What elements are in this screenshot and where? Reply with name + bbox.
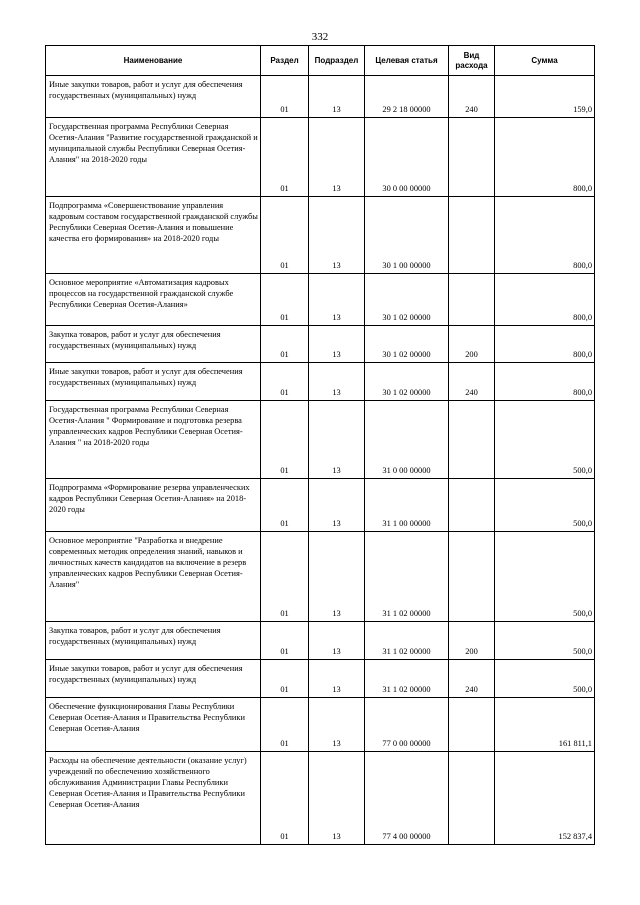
table-row <box>46 326 595 363</box>
row-razdel-cell: 01 <box>261 479 309 532</box>
page-number: 332 <box>311 31 329 43</box>
row-summa-cell: 500,0 <box>495 479 595 532</box>
row-summa-cell: 800,0 <box>495 326 595 363</box>
row-summa-cell: 500,0 <box>495 532 595 622</box>
table-row <box>46 532 595 622</box>
row-tselevaya-statya-cell: 77 0 00 00000 <box>365 698 449 752</box>
row-podrazdel-cell: 13 <box>309 532 365 622</box>
table-row <box>46 698 595 752</box>
row-podrazdel-cell: 13 <box>309 197 365 274</box>
row-vid-raskhoda-cell <box>449 752 495 845</box>
row-podrazdel-cell: 13 <box>309 660 365 698</box>
row-name-cell: Обеспечение функционирования Главы Республики Северная Осетия-Алания и Правительства Республики Северная Осетия-Алания <box>46 698 261 752</box>
row-podrazdel-cell: 13 <box>309 479 365 532</box>
row-name-cell: Основное мероприятие «Автоматизация кадровых процессов на государственной гражданской службе Республики Северная Осетия-Алания» <box>46 274 261 326</box>
row-vid-raskhoda-cell <box>449 118 495 197</box>
row-podrazdel-cell: 13 <box>309 363 365 401</box>
row-summa-cell: 500,0 <box>495 622 595 660</box>
row-razdel-cell: 01 <box>261 274 309 326</box>
header-row <box>46 46 595 76</box>
column-header-vid-raskhoda: Вид расхода <box>449 46 495 76</box>
row-razdel-cell: 01 <box>261 197 309 274</box>
row-summa-cell: 800,0 <box>495 363 595 401</box>
column-header-razdel: Раздел <box>261 46 309 76</box>
row-vid-raskhoda-cell: 240 <box>449 660 495 698</box>
row-vid-raskhoda-cell: 240 <box>449 363 495 401</box>
table-row <box>46 752 595 845</box>
column-header-podrazdel: Подраздел <box>309 46 365 76</box>
row-podrazdel-cell: 13 <box>309 401 365 479</box>
column-header-tselevaya-statya: Целевая статья <box>365 46 449 76</box>
table-row <box>46 660 595 698</box>
row-razdel-cell: 01 <box>261 532 309 622</box>
table-row <box>46 197 595 274</box>
row-razdel-cell: 01 <box>261 76 309 118</box>
row-razdel-cell: 01 <box>261 698 309 752</box>
row-razdel-cell: 01 <box>261 401 309 479</box>
table-row <box>46 363 595 401</box>
row-summa-cell: 800,0 <box>495 118 595 197</box>
row-tselevaya-statya-cell: 31 1 02 00000 <box>365 532 449 622</box>
row-vid-raskhoda-cell <box>449 197 495 274</box>
row-vid-raskhoda-cell <box>449 401 495 479</box>
row-name-cell: Иные закупки товаров, работ и услуг для обеспечения государственных (муниципальных) нужд <box>46 660 261 698</box>
row-podrazdel-cell: 13 <box>309 118 365 197</box>
row-tselevaya-statya-cell: 31 0 00 00000 <box>365 401 449 479</box>
row-name-cell: Иные закупки товаров, работ и услуг для обеспечения государственных (муниципальных) нужд <box>46 363 261 401</box>
row-tselevaya-statya-cell: 30 1 02 00000 <box>365 326 449 363</box>
row-podrazdel-cell: 13 <box>309 752 365 845</box>
row-podrazdel-cell: 13 <box>309 274 365 326</box>
row-vid-raskhoda-cell <box>449 274 495 326</box>
row-tselevaya-statya-cell: 77 4 00 00000 <box>365 752 449 845</box>
row-summa-cell: 159,0 <box>495 76 595 118</box>
row-vid-raskhoda-cell: 200 <box>449 622 495 660</box>
row-name-cell: Закупка товаров, работ и услуг для обеспечения государственных (муниципальных) нужд <box>46 622 261 660</box>
row-vid-raskhoda-cell <box>449 698 495 752</box>
row-tselevaya-statya-cell: 31 1 02 00000 <box>365 660 449 698</box>
row-razdel-cell: 01 <box>261 326 309 363</box>
row-podrazdel-cell: 13 <box>309 326 365 363</box>
row-vid-raskhoda-cell <box>449 479 495 532</box>
table-row <box>46 118 595 197</box>
row-vid-raskhoda-cell: 200 <box>449 326 495 363</box>
row-razdel-cell: 01 <box>261 660 309 698</box>
row-razdel-cell: 01 <box>261 752 309 845</box>
table-row <box>46 76 595 118</box>
row-summa-cell: 500,0 <box>495 660 595 698</box>
row-name-cell: Государственная программа Республики Северная Осетия-Алания "Развитие государственной гражданской и муниципальной службы Республики Северная Осетия-Алания" на 2018-2020 годы <box>46 118 261 197</box>
row-tselevaya-statya-cell: 29 2 18 00000 <box>365 76 449 118</box>
row-podrazdel-cell: 13 <box>309 698 365 752</box>
row-summa-cell: 800,0 <box>495 197 595 274</box>
column-header-summa: Сумма <box>495 46 595 76</box>
row-tselevaya-statya-cell: 31 1 02 00000 <box>365 622 449 660</box>
row-name-cell: Подпрограмма «Совершенствование управления кадровым составом государственной гражданской службы Республики Северная Осетия-Алания и повышение качества его формирования» на 2018-2020 годы <box>46 197 261 274</box>
row-razdel-cell: 01 <box>261 118 309 197</box>
row-vid-raskhoda-cell: 240 <box>449 76 495 118</box>
row-razdel-cell: 01 <box>261 363 309 401</box>
column-header-name: Наименование <box>46 46 261 76</box>
row-summa-cell: 500,0 <box>495 401 595 479</box>
row-name-cell: Иные закупки товаров, работ и услуг для обеспечения государственных (муниципальных) нужд <box>46 76 261 118</box>
row-razdel-cell: 01 <box>261 622 309 660</box>
row-tselevaya-statya-cell: 31 1 00 00000 <box>365 479 449 532</box>
row-tselevaya-statya-cell: 30 1 00 00000 <box>365 197 449 274</box>
table-row <box>46 274 595 326</box>
row-tselevaya-statya-cell: 30 1 02 00000 <box>365 363 449 401</box>
row-tselevaya-statya-cell: 30 1 02 00000 <box>365 274 449 326</box>
table-row <box>46 622 595 660</box>
row-tselevaya-statya-cell: 30 0 00 00000 <box>365 118 449 197</box>
table-row <box>46 479 595 532</box>
row-name-cell: Закупка товаров, работ и услуг для обеспечения государственных (муниципальных) нужд <box>46 326 261 363</box>
table-row <box>46 401 595 479</box>
row-name-cell: Расходы на обеспечение деятельности (оказание услуг) учреждений по обеспечению хозяйственного обслуживания Администрации Главы Республики Северная Осетия-Алания и Правительства Республики Северная Осетия-Алания <box>46 752 261 845</box>
row-podrazdel-cell: 13 <box>309 622 365 660</box>
row-name-cell: Подпрограмма «Формирование резерва управленческих кадров Республики Северная Осетия-Алания» на 2018-2020 годы <box>46 479 261 532</box>
row-summa-cell: 161 811,1 <box>495 698 595 752</box>
row-summa-cell: 800,0 <box>495 274 595 326</box>
row-summa-cell: 152 837,4 <box>495 752 595 845</box>
row-name-cell: Основное мероприятие "Разработка и внедрение современных методик определения знаний, навыков и личностных качеств кандидатов на включение в резерв управленческих кадров Республики Северная Осетия-Алания" <box>46 532 261 622</box>
row-name-cell: Государственная программа Республики Северная Осетия-Алания " Формирование и подготовка резерва управленческих кадров Республики Северная Осетия-Алания " на 2018-2020 годы <box>46 401 261 479</box>
row-podrazdel-cell: 13 <box>309 76 365 118</box>
row-vid-raskhoda-cell <box>449 532 495 622</box>
budget-table <box>45 45 595 845</box>
